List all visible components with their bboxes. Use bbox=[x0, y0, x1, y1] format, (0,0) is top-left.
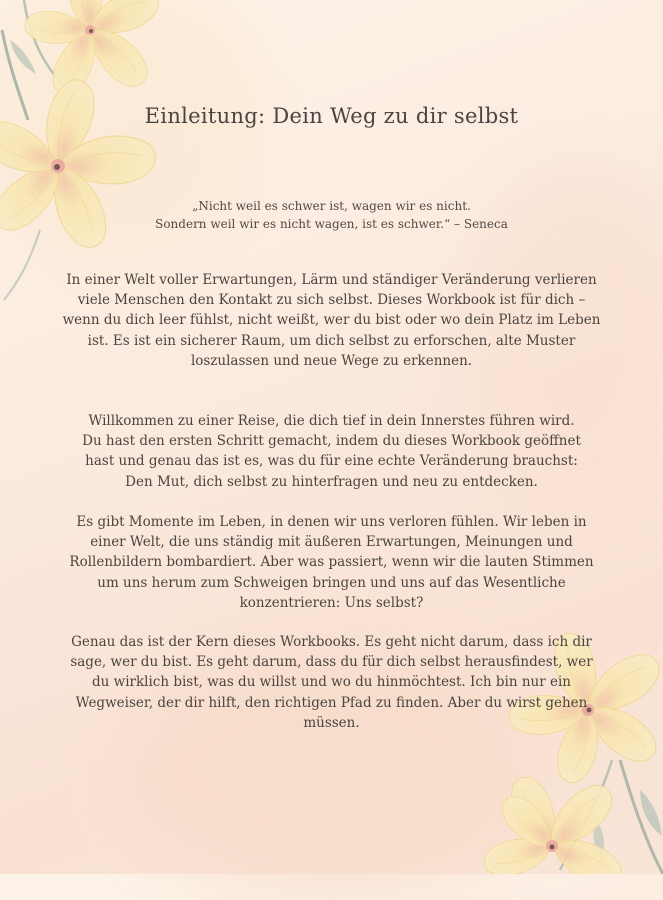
moments-paragraph bbox=[48, 512, 615, 613]
paragraph-line: In einer Welt voller Erwartungen, Lärm und ständiger Veränderung verlieren bbox=[66, 272, 597, 288]
paragraph-line: Rollenbildern bombardiert. Aber was passiert, wenn wir die lauten Stimmen bbox=[69, 554, 594, 571]
paragraph-line: Genau das ist der Kern dieses Workbooks. Es geht nicht darum, dass ich dir bbox=[71, 634, 592, 650]
paragraph-line: hast und genau das ist es, was du für eine echte Veränderung brauchst: bbox=[85, 453, 578, 470]
paragraph-line: Du hast den ersten Schritt gemacht, indem du dieses Workbook geöffnet bbox=[82, 433, 581, 450]
core-paragraph bbox=[48, 632, 615, 733]
welcome-paragraph bbox=[48, 411, 615, 492]
paragraph-line: konzentrieren: Uns selbst? bbox=[239, 594, 424, 611]
flower-icon bbox=[25, 0, 165, 100]
paragraph-line: du wirklich bist, was du willst und wo du hinmöchtest. Ich bin nur ein bbox=[92, 674, 571, 691]
paragraph-line: Willkommen zu einer Reise, die dich tief in dein Innerstes führen wird. bbox=[88, 413, 575, 429]
flower-icon bbox=[480, 771, 628, 874]
intro-paragraph bbox=[48, 270, 615, 371]
paragraph-line: viele Menschen den Kontakt zu sich selbst. Dieses Workbook ist für dich – bbox=[77, 292, 586, 309]
paragraph-line: ist. Es ist ein sicherer Raum, um dich selbst zu erforschen, alte Muster bbox=[87, 332, 576, 349]
quote-line: „Nicht weil es schwer ist, wagen wir es nicht. bbox=[192, 199, 471, 213]
paragraph-line: Es gibt Momente im Leben, in denen wir uns verloren fühlen. Wir leben in bbox=[76, 514, 587, 530]
quote-line: Sondern weil wir es nicht wagen, ist es schwer.“ – Seneca bbox=[155, 217, 508, 231]
paragraph-line: Den Mut, dich selbst zu hinterfragen und neu zu entdecken. bbox=[125, 473, 538, 490]
paragraph-line: sage, wer du bist. Es geht darum, dass du für dich selbst herausfindest, wer bbox=[70, 654, 593, 671]
paragraph-line: wenn du dich leer fühlst, nicht weißt, wer du bist oder wo dein Platz im Leben bbox=[62, 312, 601, 329]
seneca-quote bbox=[100, 197, 563, 233]
page-title: Einleitung: Dein Weg zu dir selbst bbox=[144, 104, 519, 128]
paragraph-line: Wegweiser, der dir hilft, den richtigen Pfad zu finden. Aber du wirst gehen bbox=[75, 694, 588, 711]
paragraph-line: loszulassen und neue Wege zu erkennen. bbox=[190, 352, 473, 369]
paragraph-line: einer Welt, die uns ständig mit äußeren Erwartungen, Meinungen und bbox=[90, 534, 573, 551]
paragraph-line: müssen. bbox=[303, 714, 360, 731]
paragraph-line: um uns herum zum Schweigen bringen und uns auf das Wesentliche bbox=[97, 574, 566, 591]
